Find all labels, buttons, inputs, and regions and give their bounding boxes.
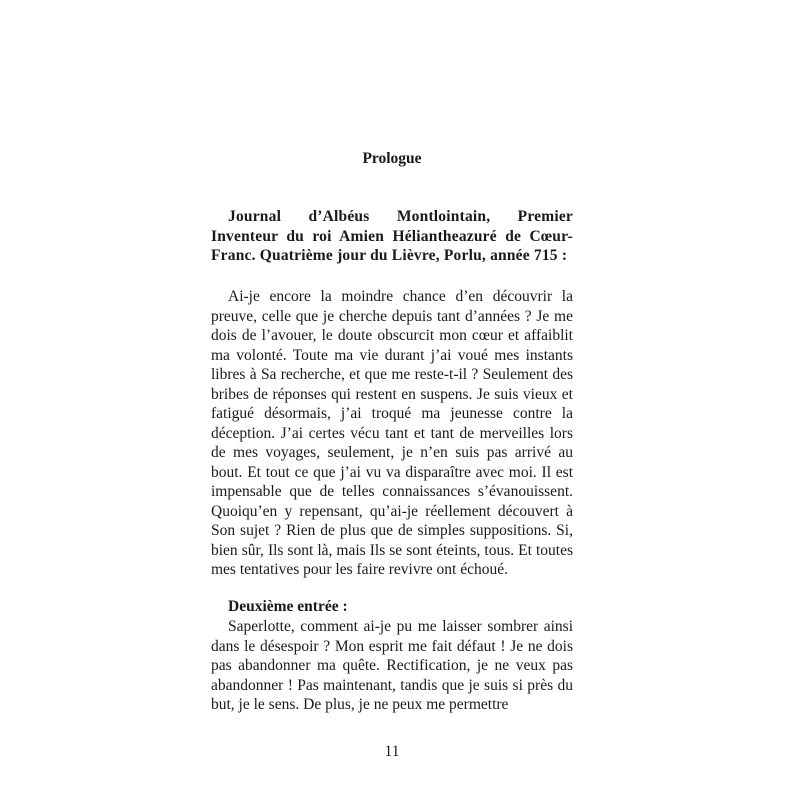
paragraph-1: Ai-je encore la moindre chance d’en découvrir la preuve, celle que je cherche depuis tant d’années ? Je me dois de l’avouer, le doute obscurcit mon cœur et affaiblit ma volonté. Toute ma vie durant j’ai voué mes instants libres à Sa recherche, et que me reste-t-il ? Seulement des bribes de réponses qui restent en suspens. Je suis vieux et fatigué désormais, j’ai troqué ma jeunesse contre la déception. J’ai certes vécu tant et tant de merveilles lors de mes voyages, seulement, je n’en suis pas arrivé au bout. Et tout ce que j’ai vu va disparaître avec moi. Il est impensable que de telles connaissances s’évanouissent. Quoiqu’en y repensant, qu’ai-je réellement découvert à Son sujet ? Rien de plus que de simples suppositions. Si, bien sûr, Ils sont là, mais Ils se sont éteints, tous. Et toutes mes tentatives pour les faire revivre ont échoué. [211, 288, 573, 578]
second-entry-label: Deuxième entrée : [228, 598, 348, 615]
book-page [211, 0, 573, 800]
chapter-title: Prologue [362, 150, 422, 167]
page-number: 11 [384, 743, 400, 760]
journal-heading: Journal d’Albéus Montlointain, Premier Inventeur du roi Amien Héliantheazuré de Cœur-Franc. Quatrième jour du Lièvre, Porlu, année 715 : [211, 208, 573, 264]
paragraph-2: Saperlotte, comment ai-je pu me laisser sombrer ainsi dans le désespoir ? Mon esprit me fait défaut ! Je ne dois pas abandonner ma quête. Rectification, je ne veux pas abandonner ! Pas maintenant, tandis que je suis si près du but, je le sens. De plus, je ne peux me permettre [211, 618, 573, 713]
